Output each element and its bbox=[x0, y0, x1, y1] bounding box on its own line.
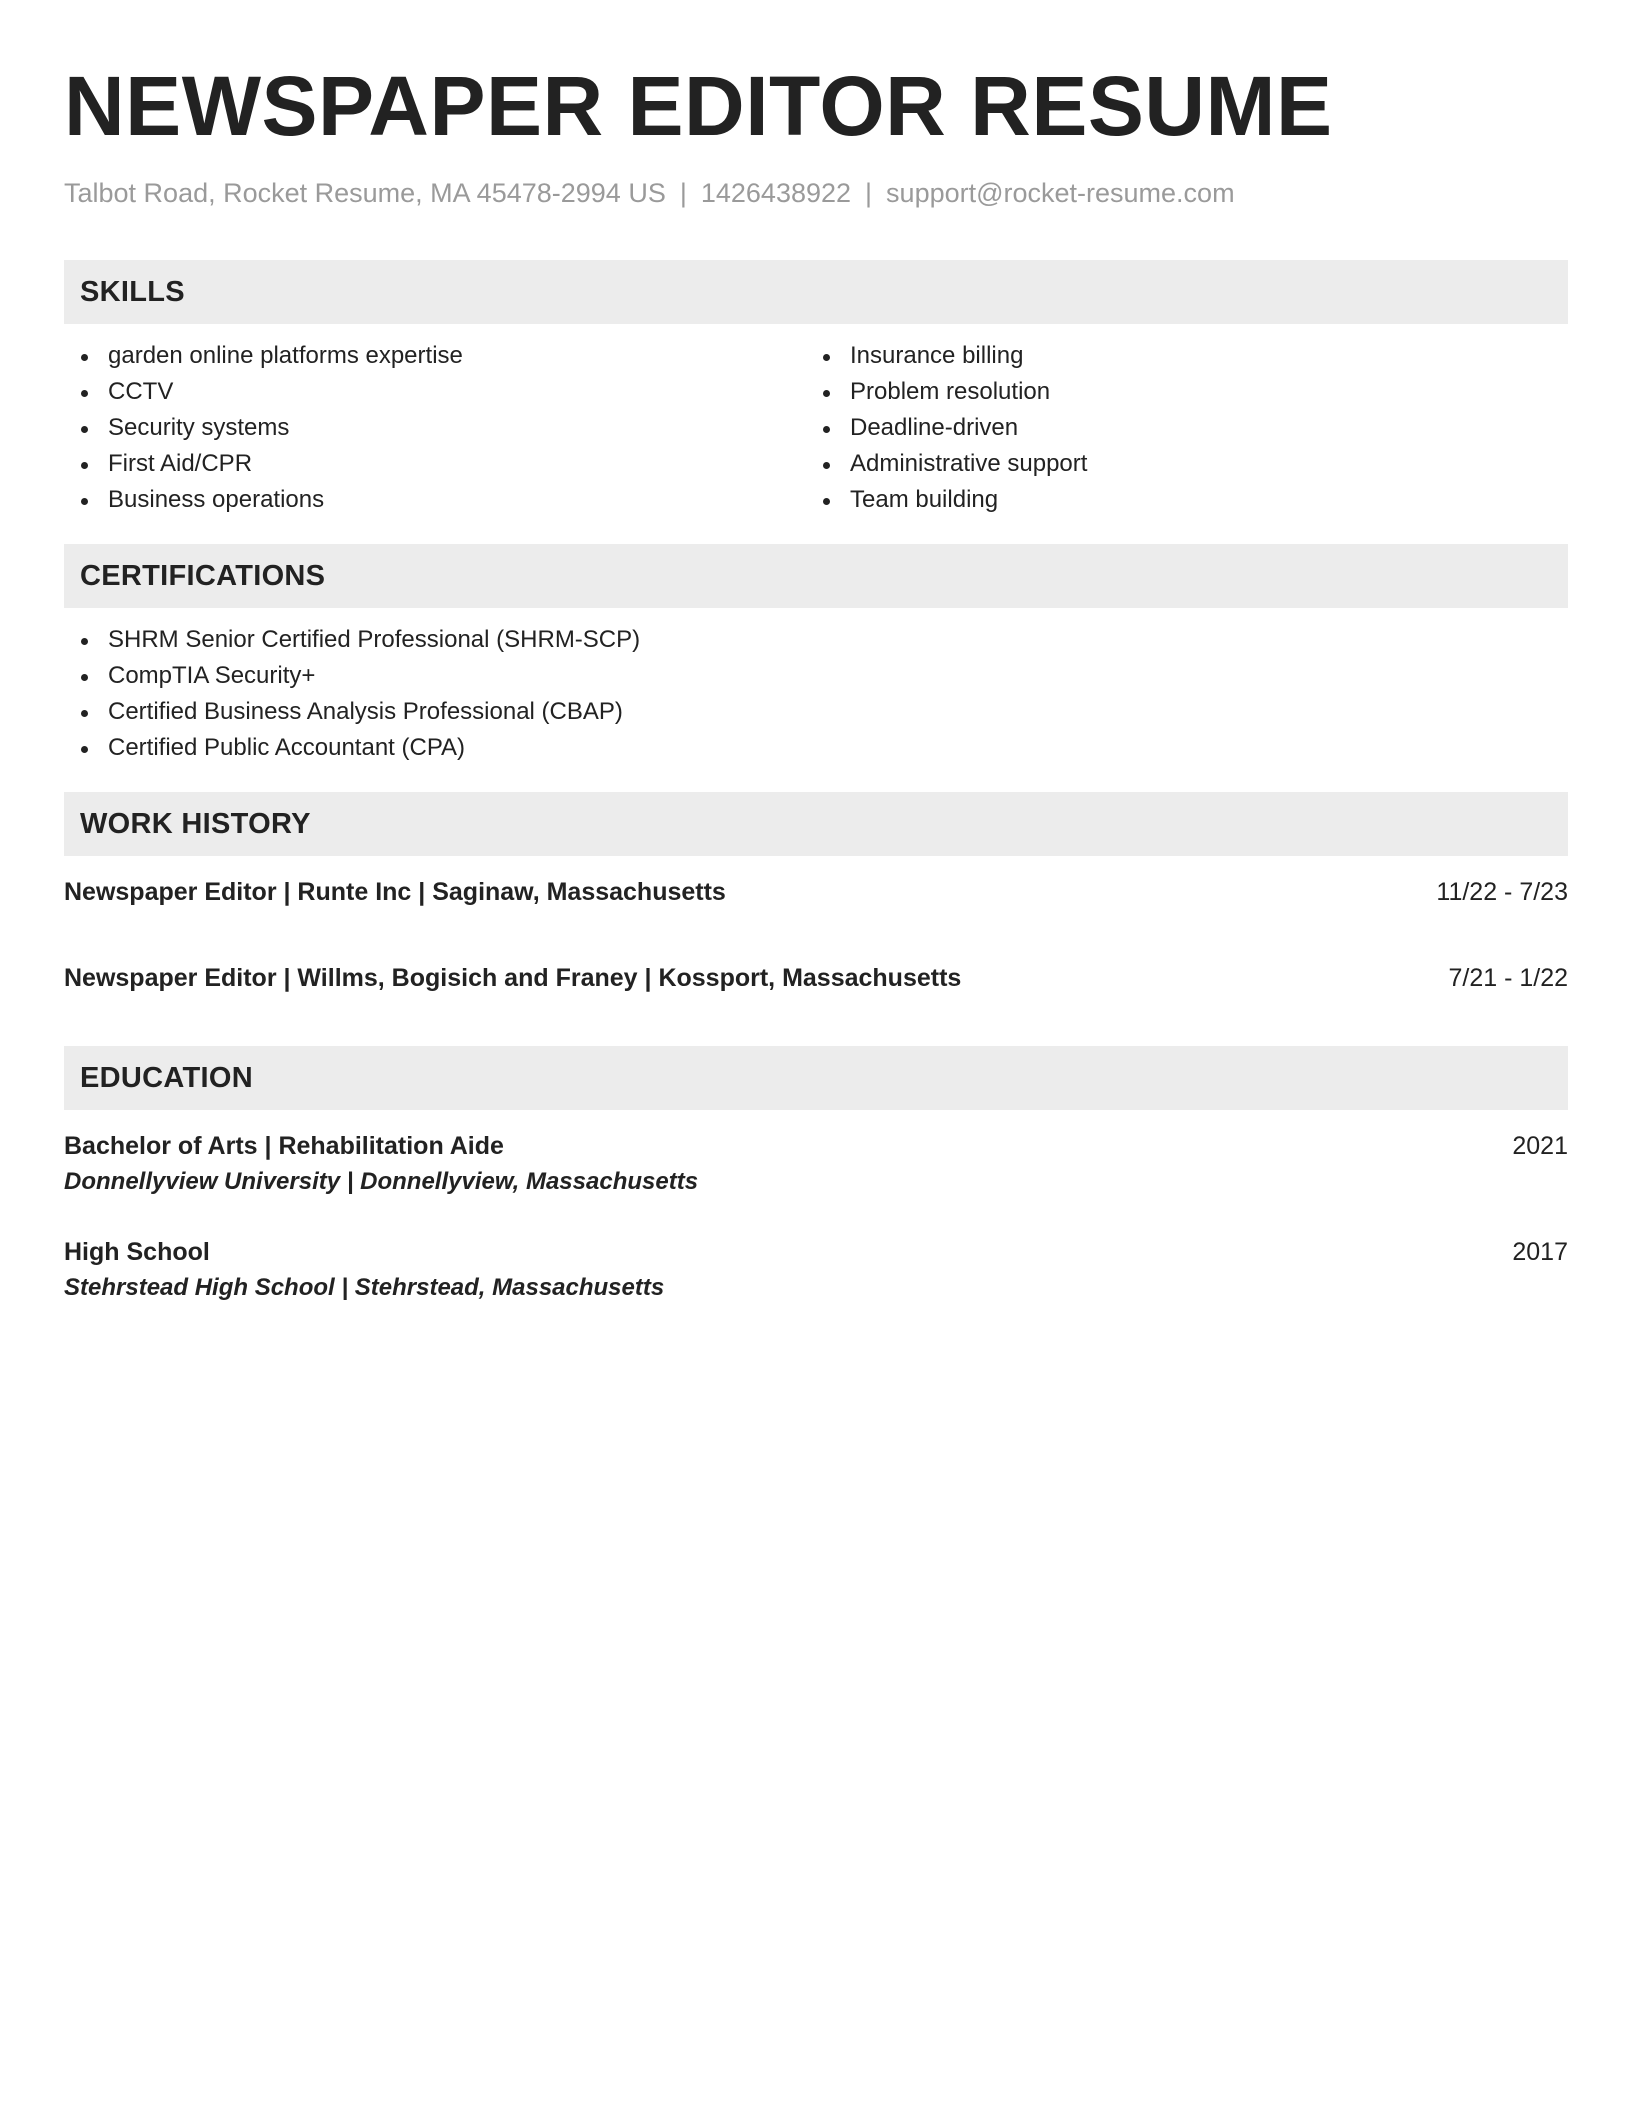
phone: 1426438922 bbox=[700, 178, 852, 208]
certification-item: Certified Public Accountant (CPA) bbox=[64, 730, 1568, 766]
skill-item: Problem resolution bbox=[806, 374, 1568, 410]
job-dates: 7/21 - 1/22 bbox=[1448, 964, 1568, 992]
graduation-year: 2017 bbox=[1512, 1238, 1568, 1266]
job-entry bbox=[64, 960, 1568, 996]
education-entry bbox=[64, 1128, 1568, 1200]
resume-title: NEWSPAPER EDITOR RESUME bbox=[64, 59, 1333, 153]
skill-item: Team building bbox=[806, 482, 1568, 518]
skill-item: Deadline-driven bbox=[806, 410, 1568, 446]
job-title: Newspaper Editor | Willms, Bogisich and Franey | Kossport, Massachusetts bbox=[64, 964, 962, 992]
work-history-heading: WORK HISTORY bbox=[64, 792, 1568, 856]
school: Donnellyview University | Donnellyview, Massachusetts bbox=[64, 1168, 699, 1195]
school: Stehrstead High School | Stehrstead, Massachusetts bbox=[64, 1274, 665, 1301]
skills-list bbox=[64, 338, 1568, 518]
skill-item: First Aid/CPR bbox=[64, 446, 806, 482]
graduation-year: 2021 bbox=[1512, 1132, 1568, 1160]
certification-item: SHRM Senior Certified Professional (SHRM-SCP) bbox=[64, 622, 1568, 658]
email: support@rocket-resume.com bbox=[886, 178, 1235, 208]
education-entry bbox=[64, 1234, 1568, 1306]
contact-line bbox=[64, 176, 1568, 210]
job-dates: 11/22 - 7/23 bbox=[1436, 878, 1568, 906]
contact-separator: | bbox=[679, 178, 687, 208]
degree: High School bbox=[64, 1238, 210, 1266]
skill-item: Administrative support bbox=[806, 446, 1568, 482]
skills-heading: SKILLS bbox=[64, 260, 1568, 324]
education-row bbox=[64, 1234, 1568, 1270]
skills-column-right bbox=[806, 338, 1568, 518]
skill-item: Business operations bbox=[64, 482, 806, 518]
certification-item: CompTIA Security+ bbox=[64, 658, 1568, 694]
skill-item: CCTV bbox=[64, 374, 806, 410]
certification-item: Certified Business Analysis Professional (CBAP) bbox=[64, 694, 1568, 730]
skill-item: Insurance billing bbox=[806, 338, 1568, 374]
education-heading: EDUCATION bbox=[64, 1046, 1568, 1110]
skill-item: Security systems bbox=[64, 410, 806, 446]
job-title: Newspaper Editor | Runte Inc | Saginaw, Massachusetts bbox=[64, 878, 726, 906]
address: Talbot Road, Rocket Resume, MA 45478-2994 US bbox=[64, 178, 666, 208]
skills-column-left bbox=[64, 338, 806, 518]
contact-separator: | bbox=[865, 178, 873, 208]
skill-item: garden online platforms expertise bbox=[64, 338, 806, 374]
certifications-heading: CERTIFICATIONS bbox=[64, 544, 1568, 608]
job-entry bbox=[64, 874, 1568, 910]
certifications-list bbox=[64, 622, 1568, 766]
education-row bbox=[64, 1128, 1568, 1164]
degree: Bachelor of Arts | Rehabilitation Aide bbox=[64, 1132, 504, 1160]
